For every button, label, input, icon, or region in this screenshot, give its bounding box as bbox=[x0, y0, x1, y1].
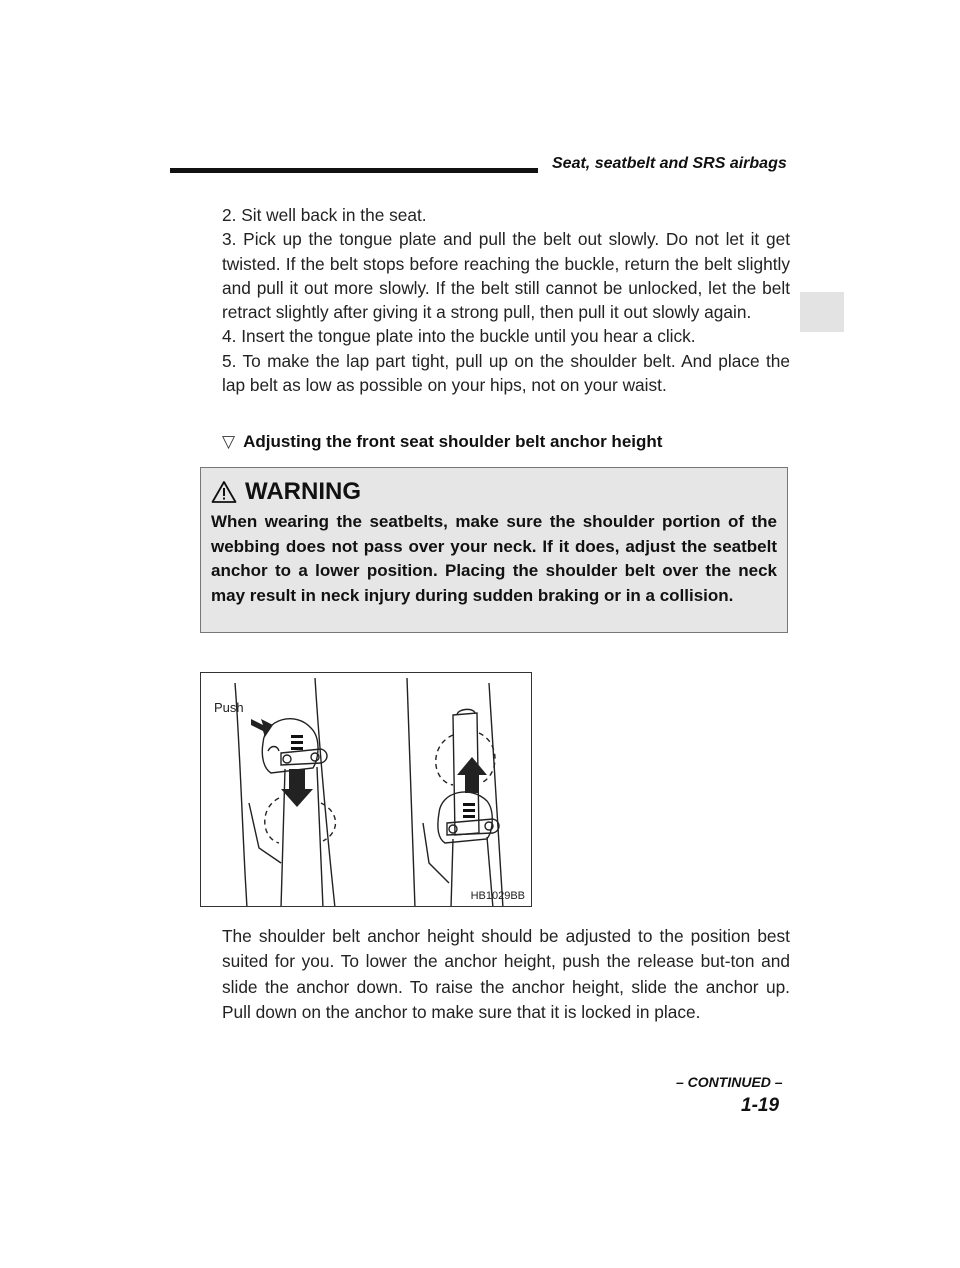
warning-triangle-icon bbox=[211, 480, 237, 504]
step-3: 3. Pick up the tongue plate and pull the belt out slowly. Do not let it get twisted. If the belt stops before reaching the buckle, return the belt slightly and pull it out more slowly. If the belt still cannot be unlocked, let the belt retract slightly after giving it a strong pull, then pull it out slowly again. bbox=[222, 229, 790, 323]
step-2: 2. Sit well back in the seat. bbox=[222, 205, 427, 225]
push-label: Push bbox=[214, 700, 244, 715]
subsection-heading-text: Adjusting the front seat shoulder belt anchor height bbox=[243, 432, 663, 451]
warning-title: WARNING bbox=[245, 478, 361, 505]
anchor-height-illustration bbox=[200, 672, 532, 907]
page-number: 1-19 bbox=[741, 1095, 780, 1116]
warning-box bbox=[200, 467, 788, 633]
subsection-heading bbox=[222, 432, 662, 452]
step-5: 5. To make the lap part tight, pull up on the shoulder belt. And place the lap belt as low as possible on your hips, not on your waist. bbox=[222, 350, 790, 396]
warning-text: When wearing the seatbelts, make sure the shoulder portion of the webbing does not pass over your neck. If it does, adjust the seatbelt anchor to a lower position. Placing the shoulder belt over the neck may result in neck injury during sudden braking or in a collision. bbox=[211, 512, 777, 605]
belt-anchor-drawing bbox=[201, 673, 532, 907]
figure-code: HB1029BB bbox=[470, 890, 525, 902]
step-4: 4. Insert the tongue plate into the buckle until you hear a click. bbox=[222, 326, 696, 347]
warning-header bbox=[211, 480, 361, 504]
chapter-tab bbox=[800, 292, 844, 332]
section-title: Seat, seatbelt and SRS airbags bbox=[552, 155, 787, 172]
continued-label: – CONTINUED – bbox=[676, 1074, 783, 1090]
header-rule bbox=[170, 168, 538, 173]
body-paragraph: The shoulder belt anchor height should be adjusted to the position best suited for you. To lower the anchor height, push the release but-ton and slide the anchor down. To raise the anchor height, slide the anchor up. Pull down on the anchor to make sure that it is locked in place. bbox=[222, 926, 790, 1022]
triangle-marker-icon: ▽ bbox=[222, 432, 236, 451]
instruction-steps bbox=[222, 203, 790, 397]
